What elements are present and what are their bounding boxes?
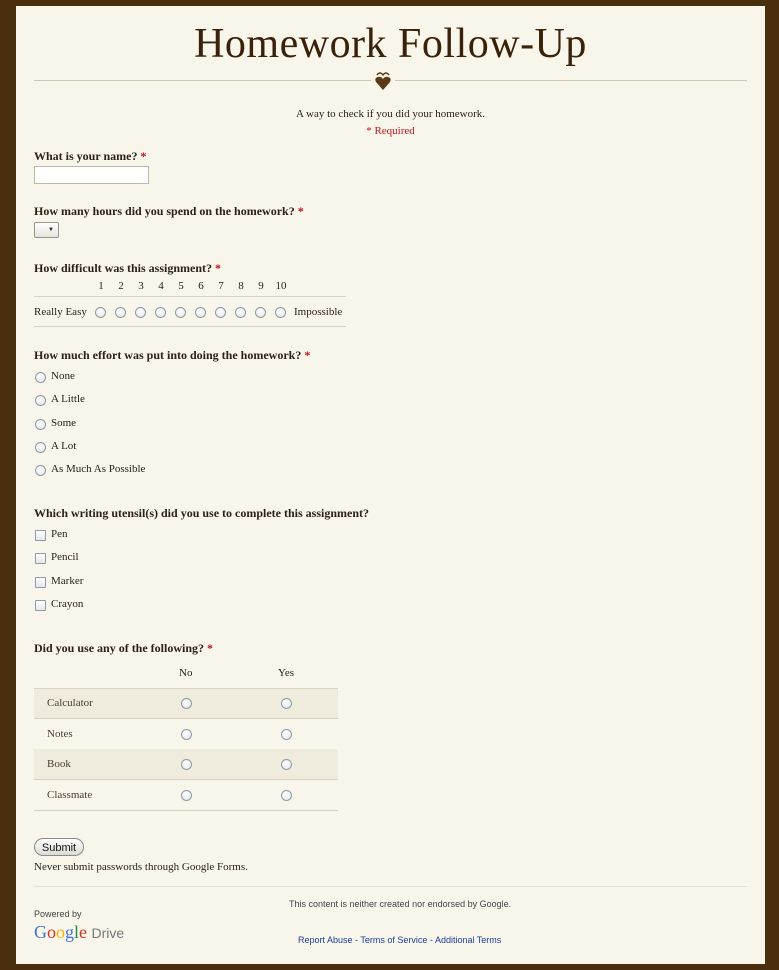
footer-links [298,935,501,945]
effort-radio[interactable] [35,395,46,406]
scale-radio-6[interactable] [195,307,206,318]
effort-option-label: None [51,370,75,382]
effort-option-label: A Lot [51,439,77,452]
grid-radio-yes[interactable] [281,729,292,740]
utensil-option-label: Pen [51,528,68,540]
scale-number: 3 [138,280,144,292]
scale-number: 8 [238,280,244,292]
terms-link[interactable]: Terms of Service [360,935,428,945]
utensil-checkbox[interactable] [35,600,46,611]
form-title: Homework Follow-Up [194,21,587,67]
form-description: A way to check if you did your homework. [295,108,486,120]
disclaimer-text: This content is neither created nor endorsed by Google. [289,899,512,909]
scale-radio-5[interactable] [175,307,186,318]
effort-radio[interactable] [35,465,46,476]
submit-button[interactable]: Submit [34,838,84,856]
scale-number: 9 [258,280,264,292]
grid-row-divider [34,810,338,811]
scale-number: 4 [158,280,164,292]
scale-number: 7 [218,280,224,292]
question-text: Did you use any of the following? [34,641,205,655]
chevron-down-icon: ▼ [48,227,54,233]
grid-column-yes: Yes [278,667,295,679]
google-drive-logo[interactable] [34,922,124,943]
link-separator: - [427,935,435,945]
utensil-option-label: Crayon [51,597,84,610]
question-grid-label [34,641,213,656]
utensil-checkbox[interactable] [35,530,46,541]
required-note: * Required [366,125,415,137]
additional-terms-link[interactable]: Additional Terms [434,935,502,945]
password-warning: Never submit passwords through Google Forms. [34,861,248,873]
google-wordmark: Google [34,922,88,942]
grid-row [34,749,338,779]
grid-column-no: No [179,667,193,679]
grid-radio-yes[interactable] [281,759,292,770]
grid-radio-yes[interactable] [281,698,292,709]
scale-number: 2 [118,280,124,292]
scale-radio-9[interactable] [255,307,266,318]
effort-radio[interactable] [35,372,46,383]
scale-radio-8[interactable] [235,307,246,318]
scale-radio-3[interactable] [135,307,146,318]
scale-number: 10 [275,280,287,292]
required-asterisk: * [297,204,304,218]
footer-divider [34,886,747,887]
form-page [16,6,765,964]
question-name-label [34,149,146,164]
grid-row [34,719,338,749]
effort-radio[interactable] [35,442,46,453]
grid-radio-no[interactable] [181,698,192,709]
scale-radio-2[interactable] [115,307,126,318]
required-asterisk: * [215,261,222,275]
grid-radio-no[interactable] [181,790,192,801]
drive-wordmark: Drive [91,925,125,941]
name-input[interactable] [34,166,149,184]
required-asterisk: * [140,149,147,163]
utensil-checkbox[interactable] [35,577,46,588]
scale-number: 6 [198,280,204,292]
grid-row-divider [34,688,338,689]
required-asterisk: * [207,641,214,655]
effort-option-label: A Little [51,393,85,406]
question-text: How much effort was put into doing the homework? [34,348,302,362]
grid-row-label: Notes [47,727,73,740]
utensil-option-label: Marker [51,574,84,587]
scale-max-label: Impossible [294,306,343,318]
scale-radio-10[interactable] [275,307,286,318]
scale-radio-1[interactable] [95,307,106,318]
grid-row-label: Classmate [47,788,93,801]
question-utensil-label [34,506,369,521]
scale-number: 1 [98,280,104,292]
grid-row-label: Calculator [47,697,93,709]
scale-min-label: Really Easy [34,306,87,318]
heart-ornament-icon [371,70,395,92]
scale-divider-bottom [34,326,346,327]
grid-radio-no[interactable] [181,759,192,770]
scale-radio-4[interactable] [155,307,166,318]
powered-by-text: Powered by [34,909,82,919]
effort-option-label: Some [51,416,77,429]
question-text: Which writing utensil(s) did you use to complete this assignment? [34,506,370,520]
effort-radio[interactable] [35,419,46,430]
required-asterisk: * [304,348,311,362]
report-abuse-link[interactable]: Report Abuse [298,935,353,945]
link-separator: - [352,935,361,945]
grid-row [34,780,338,810]
grid-radio-no[interactable] [181,729,192,740]
question-difficulty-label [34,261,221,276]
question-text: What is your name? [34,149,138,163]
question-text: How many hours did you spend on the homework? [34,204,295,218]
effort-option-label: As Much As Possible [51,463,146,476]
question-hours-label [34,204,304,219]
utensil-checkbox[interactable] [35,553,46,564]
grid-row-label: Book [47,758,71,770]
hours-select[interactable] [34,222,59,238]
grid-radio-yes[interactable] [281,790,292,801]
question-effort-label [34,348,310,363]
scale-radio-7[interactable] [215,307,226,318]
scale-divider-top [34,296,346,297]
utensil-option-label: Pencil [51,551,79,564]
question-text: How difficult was this assignment? [34,261,213,275]
grid-row [34,688,338,718]
scale-number: 5 [178,280,184,292]
